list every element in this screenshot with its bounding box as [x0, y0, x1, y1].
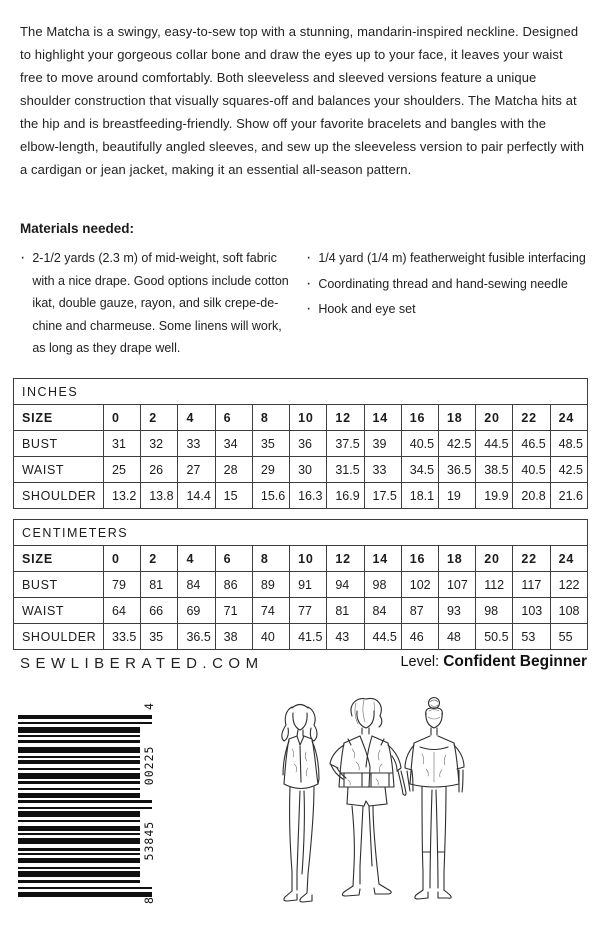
measurement-value: 71 [215, 598, 252, 624]
size-table-inches [13, 378, 588, 509]
size-value: 4 [178, 546, 215, 572]
measurement-value: 21.6 [550, 483, 587, 509]
size-row-label: SIZE [14, 546, 104, 572]
barcode-bar [18, 715, 152, 719]
measurement-row [14, 483, 588, 509]
size-value: 12 [327, 546, 364, 572]
measurement-row [14, 572, 588, 598]
measurement-value: 74 [252, 598, 289, 624]
skill-level-value: Confident Beginner [443, 653, 587, 670]
size-value: 2 [141, 405, 178, 431]
barcode-bar [18, 773, 140, 779]
barcode-digit-group: 8 [142, 896, 156, 904]
measurement-label: BUST [14, 431, 104, 457]
measurement-value: 33.5 [104, 624, 141, 650]
barcode-bar [18, 826, 140, 831]
measurement-value: 40.5 [401, 431, 438, 457]
size-value: 4 [178, 405, 215, 431]
materials-column-left [20, 247, 292, 363]
measurement-value: 43 [327, 624, 364, 650]
measurement-value: 31.5 [327, 457, 364, 483]
measurement-value: 37.5 [327, 431, 364, 457]
measurement-value: 38 [215, 624, 252, 650]
materials-column-right [306, 247, 586, 363]
barcode-bar [18, 867, 140, 869]
measurement-value: 108 [550, 598, 587, 624]
measurement-value: 36 [290, 431, 327, 457]
measurement-value: 19 [438, 483, 475, 509]
measurement-value: 31 [104, 431, 141, 457]
measurement-value: 103 [513, 598, 550, 624]
size-value: 10 [290, 546, 327, 572]
materials-item-text: Coordinating thread and hand-sewing needle [318, 276, 568, 291]
materials-item-text: 2-1/2 yards (2.3 m) of mid-weight, soft fabric with a nice drape. Good options include cotton ikat, double gauze, rayon, and silk crepe-de-chine and charmeuse. Some linens will work, as long as they drape well. [32, 251, 289, 355]
measurement-value: 16.3 [290, 483, 327, 509]
size-value: 18 [438, 405, 475, 431]
barcode-bar [18, 800, 152, 803]
size-value: 8 [252, 405, 289, 431]
fashion-figures-illustration [256, 694, 486, 928]
measurement-label: WAIST [14, 598, 104, 624]
materials-item-text: Hook and eye set [318, 302, 416, 316]
measurement-value: 42.5 [550, 457, 587, 483]
barcode-bar [18, 892, 152, 897]
unit-label: CENTIMETERS [14, 520, 588, 546]
size-value: 24 [550, 546, 587, 572]
measurement-value: 29 [252, 457, 289, 483]
barcode-bar [18, 848, 140, 851]
measurement-value: 48.5 [550, 431, 587, 457]
measurement-value: 107 [438, 572, 475, 598]
materials-item [306, 247, 586, 270]
measurement-value: 91 [290, 572, 327, 598]
measurement-value: 112 [476, 572, 513, 598]
size-value: 14 [364, 405, 401, 431]
measurement-value: 41.5 [290, 624, 327, 650]
size-value: 0 [104, 546, 141, 572]
size-value: 6 [215, 405, 252, 431]
measurement-value: 13.2 [104, 483, 141, 509]
measurement-value: 64 [104, 598, 141, 624]
measurement-value: 84 [364, 598, 401, 624]
unit-label: INCHES [14, 379, 588, 405]
measurement-value: 44.5 [364, 624, 401, 650]
bullet-icon: · [306, 249, 312, 266]
barcode-bar [18, 871, 140, 877]
barcode-bar [18, 747, 140, 753]
size-value: 16 [401, 405, 438, 431]
measurement-value: 33 [178, 431, 215, 457]
measurement-label: WAIST [14, 457, 104, 483]
measurement-row [14, 624, 588, 650]
measurement-value: 36.5 [178, 624, 215, 650]
website-url: SEWLIBERATED.COM [20, 655, 264, 672]
barcode-bar [18, 781, 140, 784]
measurement-value: 38.5 [476, 457, 513, 483]
figure-sketch-front-sleeveless [282, 705, 319, 903]
measurement-value: 18.1 [401, 483, 438, 509]
pattern-description: The Matcha is a swingy, easy-to-sew top with a stunning, mandarin-inspired neckline. Designed to highlight your gorgeous collar bone and draw the eyes up to your face, it leaves your waist free to move around comfortably. Both sleeveless and sleeved versions feature a unique shoulder construction that visually squares-off and balances your shoulders. The Matcha hits at the hip and is breastfeeding-friendly. Show off your favorite bracelets and bangles with the elbow-length, beautifully angled sleeves, and sew up the sleeveless version to pair perfectly with a cardigan or jean jacket, making it an essential all-season pattern. [20, 24, 585, 177]
size-row-label: SIZE [14, 405, 104, 431]
barcode-bar [18, 807, 152, 809]
measurement-value: 44.5 [476, 431, 513, 457]
barcode-bar [18, 833, 140, 835]
size-table-centimeters [13, 519, 588, 650]
measurement-value: 13.8 [141, 483, 178, 509]
measurement-value: 20.8 [513, 483, 550, 509]
measurement-value: 19.9 [476, 483, 513, 509]
measurement-value: 94 [327, 572, 364, 598]
measurement-value: 84 [178, 572, 215, 598]
barcode-digit-group: 53845 [142, 820, 156, 861]
barcode-bar [18, 740, 140, 743]
figure-sketch-front-hand-on-hip [330, 698, 406, 896]
measurement-value: 42.5 [438, 431, 475, 457]
materials-item-text: 1/4 yard (1/4 m) featherweight fusible interfacing [318, 251, 586, 265]
measurement-value: 40 [252, 624, 289, 650]
measurement-value: 46 [401, 624, 438, 650]
measurement-value: 93 [438, 598, 475, 624]
size-value: 14 [364, 546, 401, 572]
measurement-value: 79 [104, 572, 141, 598]
measurement-value: 36.5 [438, 457, 475, 483]
measurement-value: 17.5 [364, 483, 401, 509]
barcode-bar [18, 722, 152, 724]
materials-item [306, 298, 586, 321]
measurement-value: 34.5 [401, 457, 438, 483]
measurement-value: 55 [550, 624, 587, 650]
size-value: 22 [513, 405, 550, 431]
measurement-value: 35 [141, 624, 178, 650]
measurement-value: 81 [141, 572, 178, 598]
measurement-value: 16.9 [327, 483, 364, 509]
size-value: 20 [476, 546, 513, 572]
size-value: 8 [252, 546, 289, 572]
measurement-value: 26 [141, 457, 178, 483]
measurement-value: 50.5 [476, 624, 513, 650]
barcode-bar [18, 838, 140, 844]
measurement-label: BUST [14, 572, 104, 598]
materials-heading: Materials needed: [20, 221, 135, 236]
size-value: 20 [476, 405, 513, 431]
measurement-value: 102 [401, 572, 438, 598]
size-value: 16 [401, 546, 438, 572]
measurement-value: 117 [513, 572, 550, 598]
size-tables [13, 378, 588, 660]
measurement-value: 81 [327, 598, 364, 624]
measurement-value: 15.6 [252, 483, 289, 509]
measurement-value: 48 [438, 624, 475, 650]
bullet-icon: · [306, 274, 312, 292]
size-value: 10 [290, 405, 327, 431]
measurement-value: 69 [178, 598, 215, 624]
barcode-bar [18, 735, 140, 737]
barcode-bar [18, 727, 140, 733]
barcode-digit-group: 4 [142, 702, 156, 710]
measurement-value: 77 [290, 598, 327, 624]
size-value: 0 [104, 405, 141, 431]
barcode-bar [18, 811, 140, 817]
barcode-number [141, 702, 157, 904]
materials-item [20, 247, 292, 360]
barcode-bar [18, 858, 140, 863]
measurement-value: 53 [513, 624, 550, 650]
size-value: 12 [327, 405, 364, 431]
measurement-label: SHOULDER [14, 483, 104, 509]
measurement-value: 14.4 [178, 483, 215, 509]
measurement-label: SHOULDER [14, 624, 104, 650]
measurement-value: 33 [364, 457, 401, 483]
measurement-value: 87 [401, 598, 438, 624]
barcode-bar [18, 887, 152, 889]
measurement-value: 66 [141, 598, 178, 624]
measurement-value: 98 [476, 598, 513, 624]
barcode-bar [18, 768, 140, 770]
skill-level [400, 653, 587, 671]
barcode-bar [18, 788, 140, 790]
measurement-value: 15 [215, 483, 252, 509]
skill-level-label: Level: [400, 654, 440, 670]
measurement-value: 122 [550, 572, 587, 598]
measurement-value: 40.5 [513, 457, 550, 483]
materials-item [306, 273, 586, 296]
measurement-value: 27 [178, 457, 215, 483]
measurement-value: 34 [215, 431, 252, 457]
measurement-value: 35 [252, 431, 289, 457]
barcode-bar [18, 853, 140, 855]
barcode-bars [18, 715, 152, 897]
measurement-row [14, 457, 588, 483]
barcode-bar [18, 880, 140, 883]
measurement-value: 86 [215, 572, 252, 598]
barcode-bar [18, 793, 140, 798]
measurement-value: 25 [104, 457, 141, 483]
bullet-icon: · [20, 249, 26, 266]
size-value: 18 [438, 546, 475, 572]
size-value: 24 [550, 405, 587, 431]
measurement-value: 46.5 [513, 431, 550, 457]
size-value: 6 [215, 546, 252, 572]
measurement-value: 32 [141, 431, 178, 457]
measurement-value: 28 [215, 457, 252, 483]
bullet-icon: · [306, 300, 312, 317]
barcode-digit-group: 00225 [142, 745, 156, 786]
measurement-value: 98 [364, 572, 401, 598]
size-value: 2 [141, 546, 178, 572]
materials-list [20, 247, 586, 363]
measurement-row [14, 598, 588, 624]
barcode-bar [18, 820, 140, 822]
measurement-value: 39 [364, 431, 401, 457]
barcode-bar [18, 760, 140, 764]
measurement-row [14, 431, 588, 457]
measurement-value: 30 [290, 457, 327, 483]
barcode-bar [18, 756, 140, 758]
size-value: 22 [513, 546, 550, 572]
figure-sketch-back-view [405, 698, 464, 900]
measurement-value: 89 [252, 572, 289, 598]
